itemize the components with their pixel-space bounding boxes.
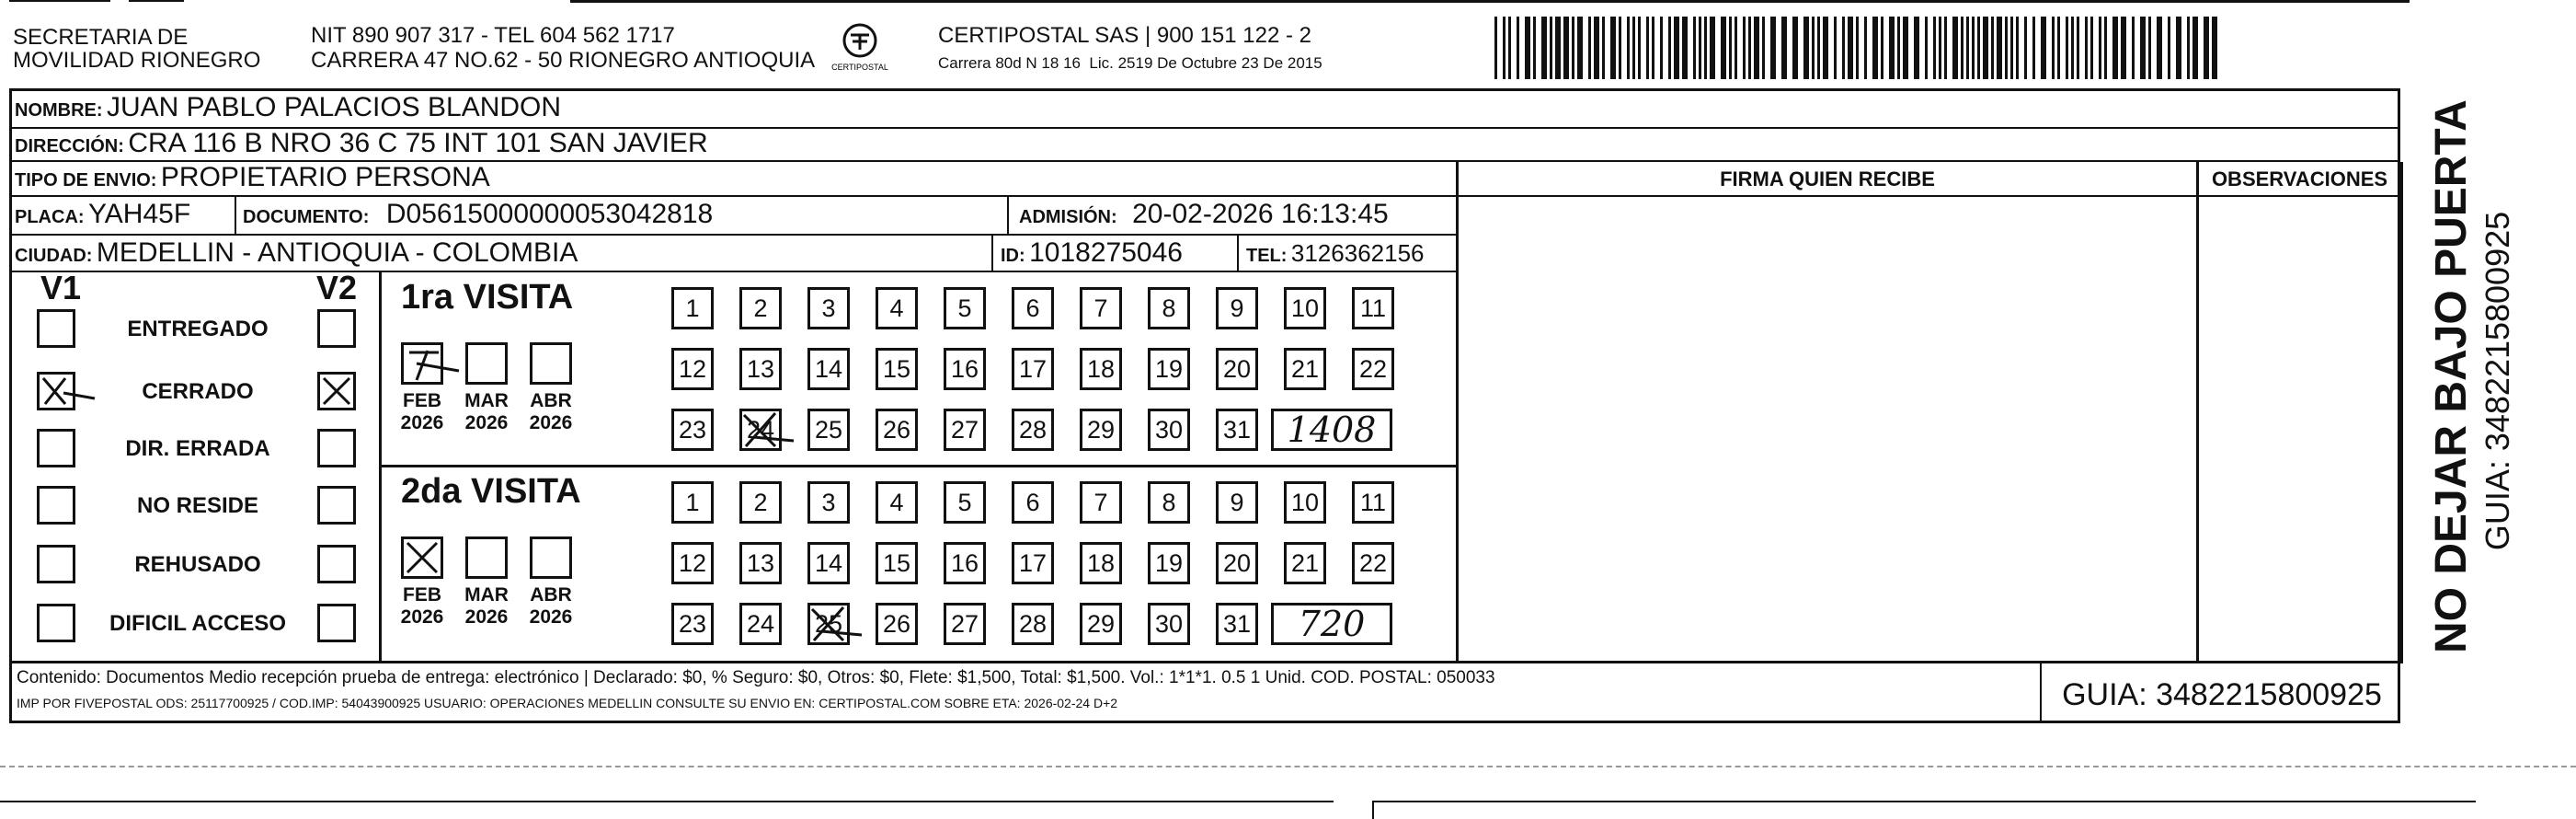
next-label-top [0,801,1334,802]
day-box[interactable] [1080,481,1122,524]
day-number: 25 [814,416,843,444]
day-number: 9 [1230,489,1244,516]
next-label-box [1372,801,2476,802]
day-box[interactable] [1148,481,1190,524]
handwritten-time: 1408 [1287,410,1377,450]
v1-checkbox[interactable] [37,545,75,583]
documento-row [243,197,713,236]
month-name: MAR [464,584,509,606]
day-number: 27 [950,610,979,638]
day-number: 31 [1222,416,1252,444]
placa-label: PLACA: [15,207,85,227]
day-number: 10 [1290,489,1320,516]
day-number: 14 [814,549,843,577]
month-name: ABR [530,584,572,606]
day-box[interactable] [876,409,918,451]
day-box[interactable] [1216,542,1258,584]
v2-checkbox[interactable] [317,429,356,467]
v2-checkbox[interactable] [317,486,356,525]
day-box[interactable] [1352,287,1394,329]
month-year: 2026 [529,412,573,433]
v1-label: V1 [40,269,82,306]
v1-checkbox[interactable] [37,486,75,525]
top-cut-mark [129,0,184,2]
documento-value: D05615000000053042818 [385,199,714,229]
day-number: 31 [1222,610,1252,638]
footer-contenido: Contenido: Documentos Medio recepción prueba de entrega: electrónico | Declarado: $0, % Seguro: $0, Otros: $0, Flete: $1,500, Total: $1,500. Vol.: 1*1*1. 0.5 1 Unid. COD. POSTAL: 050033 [17,668,1495,687]
month-label [454,390,519,434]
tel-label: TEL: [1246,246,1288,266]
day-number: 28 [1018,610,1048,638]
status-label: REHUSADO [134,552,261,577]
day-box[interactable] [1284,542,1326,584]
barcode [1494,17,2221,79]
month-label [454,584,519,629]
month-checkbox[interactable] [401,536,443,579]
admision-label: ADMISIÓN: [1019,207,1117,227]
day-number: 11 [1359,489,1387,516]
day-number: 10 [1290,294,1320,322]
month-label [519,390,583,434]
status-label: DIFICIL ACCESO [109,611,286,636]
day-box[interactable] [1012,542,1054,584]
month-year: 2026 [464,606,509,628]
day-number: 20 [1222,355,1252,383]
day-number: 4 [889,294,904,322]
v1-checkbox[interactable] [37,429,75,467]
v2-label: V2 [316,269,358,306]
day-number: 8 [1162,489,1176,516]
day-number: 8 [1162,294,1176,322]
day-box[interactable] [807,409,850,451]
observaciones-label: OBSERVACIONES [2211,167,2388,190]
day-number: 29 [1086,610,1116,638]
separator-dashed [0,766,2576,767]
day-box[interactable] [1216,287,1258,329]
v2-checkbox[interactable] [317,545,356,583]
month-label [390,390,454,434]
day-number: 28 [1018,416,1048,444]
day-box[interactable] [944,409,986,451]
day-box[interactable] [1148,542,1190,584]
day-number: 18 [1086,549,1116,577]
day-box[interactable] [1080,603,1122,645]
day-box[interactable] [671,603,714,645]
day-box[interactable] [671,542,714,584]
placa-row [15,197,190,236]
day-box[interactable] [1080,348,1122,390]
day-number: 19 [1154,355,1184,383]
day-box[interactable] [671,348,714,390]
day-mark-icon [808,604,864,646]
month-checkbox[interactable] [530,342,572,385]
checkmark-icon [404,539,441,576]
day-number: 17 [1018,549,1048,577]
day-box[interactable] [1148,348,1190,390]
visit-title: 2da VISITA [401,472,581,511]
month-label [390,584,454,629]
day-box[interactable] [739,603,782,645]
day-box[interactable] [671,409,714,451]
day-box[interactable] [876,287,918,329]
day-box[interactable] [944,481,986,524]
day-box[interactable] [876,481,918,524]
day-box[interactable] [1352,542,1394,584]
day-box[interactable] [1284,348,1326,390]
no-dejar-bajo-puerta: NO DEJAR BAJO PUERTA [2427,99,2476,653]
status-label: NO RESIDE [136,493,259,518]
footer-imp: IMP POR FIVEPOSTAL ODS: 25117700925 / COD.IMP: 54043900925 USUARIO: OPERACIONES MEDELLIN CONSULTE SU ENVIO EN: CERTIPOSTAL.COM SOBRE ETA: 2026-02-24 D+2 [17,696,1118,710]
id-row [1001,236,1183,275]
courier-line-2: Carrera 80d N 18 16 Lic. 2519 De Octubre 23 De 2015 [938,54,1322,72]
day-number: 29 [1086,416,1116,444]
day-number: 16 [950,355,979,383]
firma-label: FIRMA QUIEN RECIBE [1720,167,1935,190]
month-year: 2026 [529,606,573,628]
day-box[interactable] [1012,481,1054,524]
day-box[interactable] [944,348,986,390]
day-number: 2 [753,294,768,322]
v1-checkbox[interactable] [37,604,75,642]
v1-checkbox[interactable] [37,309,75,348]
day-box[interactable] [807,542,850,584]
ciudad-row [15,236,578,275]
top-rule [570,0,2410,3]
ciudad-label: CIUDAD: [15,246,93,266]
day-number: 3 [821,294,836,322]
status-label: CERRADO [142,379,254,404]
day-number: 1 [685,294,700,322]
v2-checkbox[interactable] [317,604,356,642]
day-number: 24 [746,610,775,638]
tel-row [1246,236,1425,275]
day-box[interactable] [1216,409,1258,451]
day-number: 30 [1154,610,1184,638]
month-year: 2026 [400,412,444,433]
day-number: 21 [1290,355,1320,383]
documento-label: DOCUMENTO: [243,207,370,227]
day-number: 27 [950,416,979,444]
day-number: 20 [1222,549,1252,577]
day-number: 1 [685,489,700,516]
footer-guia: GUIA: 3482215800925 [2062,677,2382,712]
day-box[interactable] [739,348,782,390]
nombre-row [15,90,561,130]
day-box[interactable] [1012,348,1054,390]
day-number: 21 [1290,549,1320,577]
day-number: 4 [889,489,904,516]
day-box[interactable] [876,348,918,390]
day-number: 16 [950,549,979,577]
day-box[interactable] [807,603,850,645]
month-year: 2026 [400,606,444,628]
next-label-box-left [1372,801,1374,819]
day-box[interactable] [1012,603,1054,645]
day-box[interactable] [1080,542,1122,584]
day-box[interactable] [1012,287,1054,329]
day-number: 12 [678,355,707,383]
day-number: 13 [746,549,775,577]
day-number: 22 [1358,355,1388,383]
day-box[interactable] [944,542,986,584]
month-name: MAR [464,390,509,411]
ciudad-value: MEDELLIN - ANTIOQUIA - COLOMBIA [96,237,578,268]
month-checkbox[interactable] [465,536,508,579]
day-box[interactable] [739,481,782,524]
day-number: 15 [882,549,911,577]
day-number: 12 [678,549,707,577]
nit-line-2: CARRERA 47 NO.62 - 50 RIONEGRO ANTIOQUIA [311,48,816,73]
day-number: 9 [1230,294,1244,322]
top-cut-mark [9,0,110,2]
day-box[interactable] [739,409,782,451]
admision-value: 20-02-2026 16:13:45 [1132,199,1389,229]
tipo-envio-value: PROPIETARIO PERSONA [160,162,490,192]
day-box[interactable] [1216,603,1258,645]
day-number: 5 [957,489,972,516]
day-number: 3 [821,489,836,516]
day-box[interactable] [944,287,986,329]
day-box[interactable] [1352,481,1394,524]
day-box[interactable] [1284,287,1326,329]
courier-line-1: CERTIPOSTAL SAS | 900 151 122 - 2 [938,23,1311,48]
day-box[interactable] [1012,409,1054,451]
month-checkbox[interactable] [465,342,508,385]
day-number: 6 [1025,294,1040,322]
month-name: FEB [403,584,441,606]
placa-value: YAH45F [88,199,191,229]
v2-checkbox[interactable] [317,309,356,348]
day-box[interactable] [944,603,986,645]
tel-value: 3126362156 [1290,239,1425,267]
day-box[interactable] [671,287,714,329]
tipo-envio-row [15,160,490,200]
v1-checkbox[interactable] [37,372,75,410]
id-label: ID: [1001,246,1025,266]
day-number: 26 [882,416,911,444]
nit-line-1: NIT 890 907 317 - TEL 604 562 1717 [311,23,675,48]
day-box[interactable] [1216,348,1258,390]
day-box[interactable] [671,481,714,524]
day-box[interactable] [876,603,918,645]
direccion-label: DIRECCIÓN: [15,136,124,156]
logo-text: CERTIPOSTAL [831,63,888,72]
admision-row [1019,197,1389,236]
time-box[interactable] [1271,409,1392,451]
day-number: 14 [814,355,843,383]
month-year: 2026 [464,412,509,433]
day-box[interactable] [1148,287,1190,329]
status-label: DIR. ERRADA [125,436,270,461]
side-guia: GUIA: 3482215800925 [2479,211,2516,551]
day-box[interactable] [1080,409,1122,451]
day-number: 11 [1359,294,1387,322]
day-number: 30 [1154,416,1184,444]
day-box[interactable] [807,287,850,329]
day-number: 18 [1086,355,1116,383]
direccion-value: CRA 116 B NRO 36 C 75 INT 101 SAN JAVIER [128,128,708,158]
day-box[interactable] [876,542,918,584]
month-checkbox[interactable] [530,536,572,579]
day-box[interactable] [1148,603,1190,645]
day-number: 7 [1093,294,1108,322]
tipo-envio-label: TIPO DE ENVIO: [15,170,157,190]
day-box[interactable] [1080,287,1122,329]
org-line-1: SECRETARIA DE [13,25,189,50]
day-box[interactable] [807,348,850,390]
day-number: 13 [746,355,775,383]
day-number: 15 [882,355,911,383]
day-number: 17 [1018,355,1048,383]
org-line-2: MOVILIDAD RIONEGRO [13,48,261,73]
nombre-label: NOMBRE: [15,100,103,121]
month-label [519,584,583,629]
day-number: 5 [957,294,972,322]
day-number: 26 [882,610,911,638]
day-box[interactable] [1352,348,1394,390]
day-number: 22 [1358,549,1388,577]
nombre-value: JUAN PABLO PALACIOS BLANDON [107,92,562,122]
month-name: ABR [530,390,572,411]
side-notice [2404,99,2560,653]
day-box[interactable] [739,287,782,329]
id-value: 1018275046 [1029,237,1183,268]
day-number: 7 [1093,489,1108,516]
checkmark-icon [320,375,353,408]
day-box[interactable] [739,542,782,584]
day-box[interactable] [807,481,850,524]
day-box[interactable] [1148,409,1190,451]
time-box[interactable] [1271,603,1392,645]
status-label: ENTREGADO [127,317,269,341]
day-number: 25 [814,610,843,638]
month-checkbox[interactable] [401,342,443,385]
visit-title: 1ra VISITA [401,278,574,317]
day-number: 24 [746,416,775,444]
day-number: 23 [678,610,707,638]
day-number: 2 [753,489,768,516]
month-name: FEB [403,390,441,411]
v2-checkbox[interactable] [317,372,356,410]
day-number: 19 [1154,549,1184,577]
certipostal-logo-icon [831,22,888,72]
day-box[interactable] [1216,481,1258,524]
day-box[interactable] [1284,481,1326,524]
handwritten-time: 720 [1298,604,1366,644]
day-number: 6 [1025,489,1040,516]
day-mark-icon [740,410,796,452]
day-number: 23 [678,416,707,444]
